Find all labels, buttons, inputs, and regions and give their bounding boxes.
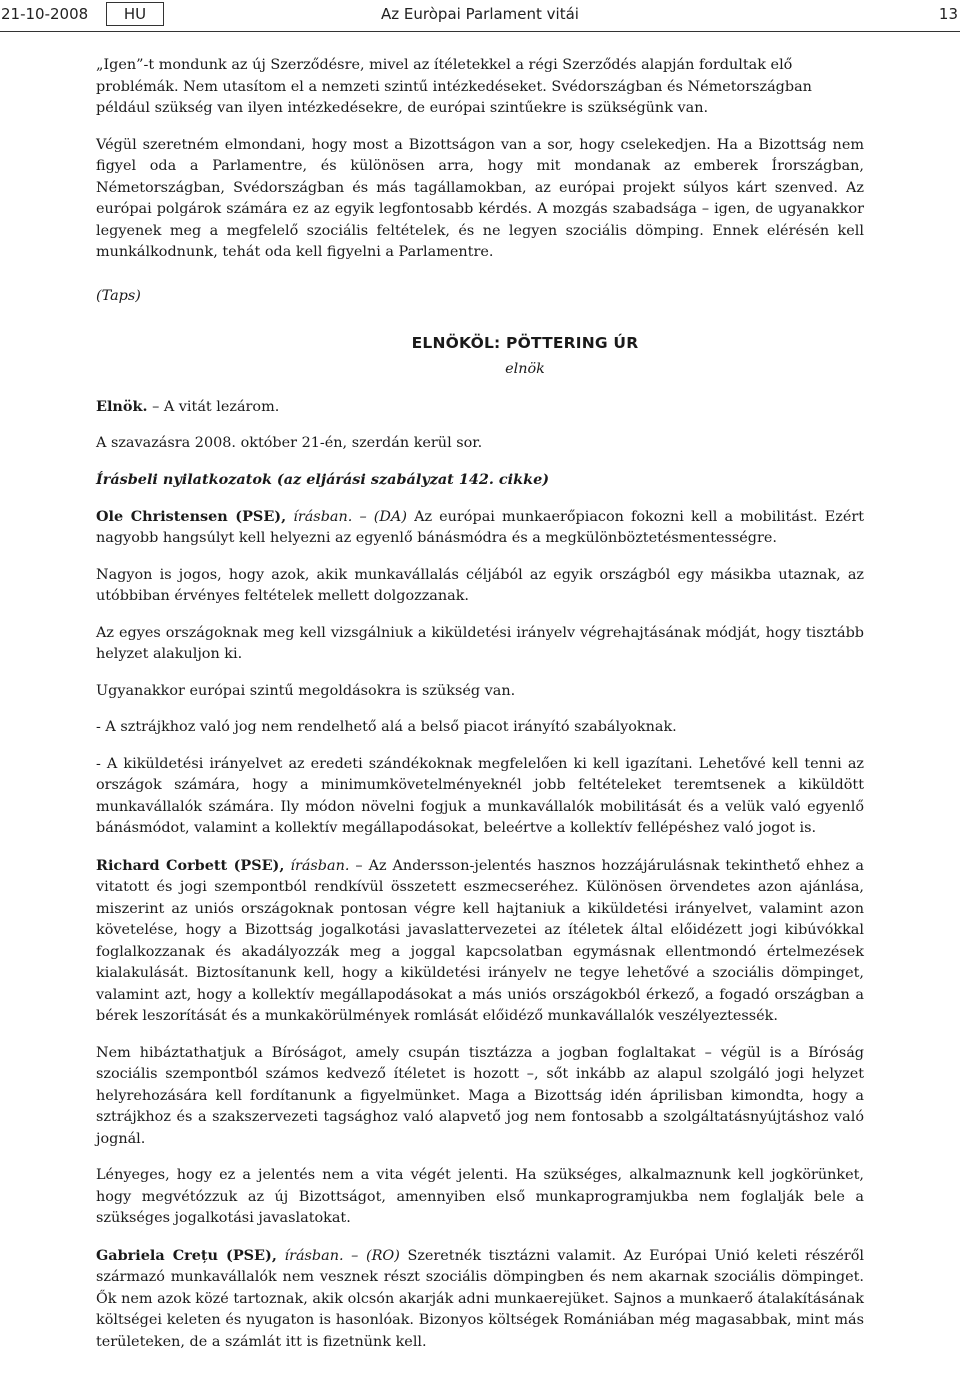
page-number: 13 [938,5,958,23]
speaker-mode: írásban. [293,508,353,525]
paragraph-kikuldetes: - A kiküldetési irányelvet az eredeti szándékoknak megfelelően ki kell igazítani. Lehetővé kell tenni az országok számára, hogy a minimumkövetelményeknél jobb feltételeket teremtsenek a kiküldött munkavállalók számára. Ily módon növelni fogjuk a munkavállalók mobilitását és a velük való egyenlő bánásmódot, valamint a kollektív megállapodásokat, beleértve a kollektív fellépéshez való jogot is. [96,755,864,836]
chair-name: ELNÖKÖL: PÖTTERING ÚR [411,334,639,352]
speaker-language: – (RO) [351,1247,400,1264]
statement-text: – Az Andersson-jelentés hasznos hozzájárulásnak tekinthető ehhez a vitatott és jogi szempontból rendkívül összetett eszmecseréhez. Különösen örvendetes azon ajánlása, miszerint az uniós országoknak pontosan végre kell hajtaniuk a kiküldetési irányelvet, valamint azon követelése, hogy a Bizottság jogalkotási javaslattervezetei az ítéletek által előidézett jogi kibúvókkal foglalkozzanak és akadályozzák meg a joggal kapcsolatban egymásnak ellentmondó értelmezések kialakulását. Biztosítanunk kell, hogy a kiküldetési irányelv ne tegye lehetővé a szociális dömpinget, valamint azt, hogy a kollektív megállapodásokat a más uniós országokból érkező, a fogadó országban a bérek leszorítását és a munkakörülmények romlását előidéző munkavállalók veszélyeztessék. [96,857,864,1024]
applause-note: (Taps) [96,287,141,304]
statement-text: Szeretnék tisztázni valamit. Az Európai Unió keleti részéről származó munkavállalók nem vesznek részt szociális dömpingben és nem akarnak szociális dömpinget. Ők nem azok közé tartoznak, akik olcsón akarják adni munkaerejüket. Sajnos a munkaerő átalakításának költségei keleten és nyugaton is hasonlóak. Bizonyos költségek Romániában még magasabbak, mint más területeken, de a számlát itt is fizetnünk kell. [96,1247,865,1350]
speaker-name: Ole Christensen (PSE), [96,507,287,525]
president-label: Elnök. [96,398,148,415]
paragraph-egyes: Az egyes országoknak meg kell vizsgálniuk a kiküldetési irányelv végrehajtásának módját, hogy tisztább helyzet alakuljon ki. [96,624,864,662]
president-statement [96,396,864,419]
chair-role: elnök [505,360,545,377]
statement-corbett [96,855,864,1028]
header-title: Az Euròpai Parlament vitái [381,5,579,23]
header-date: 21-10-2008 [1,5,89,23]
paragraph-nem-hibaztathatjuk: Nem hibáztathatjuk a Bíróságot, amely csupán tisztázza a jogban foglaltakat – végül is a Bíróság szociális szempontból számos kedvező ítéletet is hozott –, sőt inkább az alapul szolgáló jogi helyzet helyrehozására kell fordítanunk a figyelmünket. Maga a Bizottság idén áprilisban kimondta, hogy a sztrájkhoz és a szakszervezeti tagsághoz való alapvető jog nem fontosabb a szolgáltatásnyújtáshoz való jognál. [96,1044,864,1147]
vote-notice: A szavazásra 2008. október 21-én, szerdán kerül sor. [96,434,483,451]
speaker-name: Gabriela Crețu (PSE), [96,1246,277,1264]
speaker-mode: írásban. [284,1247,344,1264]
speaker-mode: írásban. [290,857,350,874]
paragraph-vegul: Végül szeretném elmondani, hogy most a Bizottságon van a sor, hogy cselekedjen. Ha a Bizottság nem figyel oda a Parlamentre, és különösen arra, hogy mit mondanak az emberek Írországban, Németországban, Svédországban és más tagállamokban, az európai projekt súlyos kárt szenved. Az európai polgárok számára ez az egyik legfontosabb kérdés. A mozgás szabadsága – igen, de ugyanakkor legyenek meg a megfelelő szociális feltételek, és ne legyen szociális dömping. Ennek elérésén kell munkálkodnunk, tehát oda kell figyelni a Parlamentre. [96,136,864,260]
written-statements-heading: Írásbeli nyilatkozatok (az eljárási szabályzat 142. cikke) [96,471,550,488]
page-header [0,0,960,32]
paragraph-nagyon: Nagyon is jogos, hogy azok, akik munkavállalás céljából az egyik országból egy másikba utaznak, az utóbbiban érvényes feltételek mellett dolgozzanak. [96,566,864,604]
statement-text: Az európai munkaerőpiacon fokozni kell a mobilitást. Ezért nagyobb hangsúlyt kell helyezni az egyenlő bánásmódra és a megkülönböztetésmentességre. [96,508,865,546]
document-body [96,55,864,1368]
paragraph-igen: „Igen”-t mondunk az új Szerződésre, mivel az ítéletekkel a régi Szerződés alapján fordultak elő problémák. Nem utasítom el a nemzeti szintű intézkedéseket. Svédországban és Németországban például szükség van ilyen intézkedésekre, de európai szintűekre is szükségünk van. [96,57,812,116]
statement-cretu [96,1245,864,1354]
speaker-name: Richard Corbett (PSE), [96,856,285,874]
paragraph-ugyanakkor: Ugyanakkor európai szintű megoldásokra is szükség van. [96,682,516,699]
language-code-box: HU [106,2,164,26]
chair-block [96,333,864,380]
president-text: – A vitát lezárom. [152,399,280,415]
paragraph-lenyeges: Lényeges, hogy ez a jelentés nem a vita végét jelenti. Ha szükséges, alkalmaznunk kell jogkörünket, hogy megvétózzuk az új Bizottságot, amennyiben első munkaprogramjukba nem foglalják bele a szükséges jogalkotási javaslatokat. [96,1167,864,1226]
statement-christensen [96,506,864,550]
speaker-language: – (DA) [359,508,407,525]
paragraph-sztrajk: - A sztrájkhoz való jog nem rendelhető alá a belső piacot irányító szabályoknak. [96,719,677,735]
